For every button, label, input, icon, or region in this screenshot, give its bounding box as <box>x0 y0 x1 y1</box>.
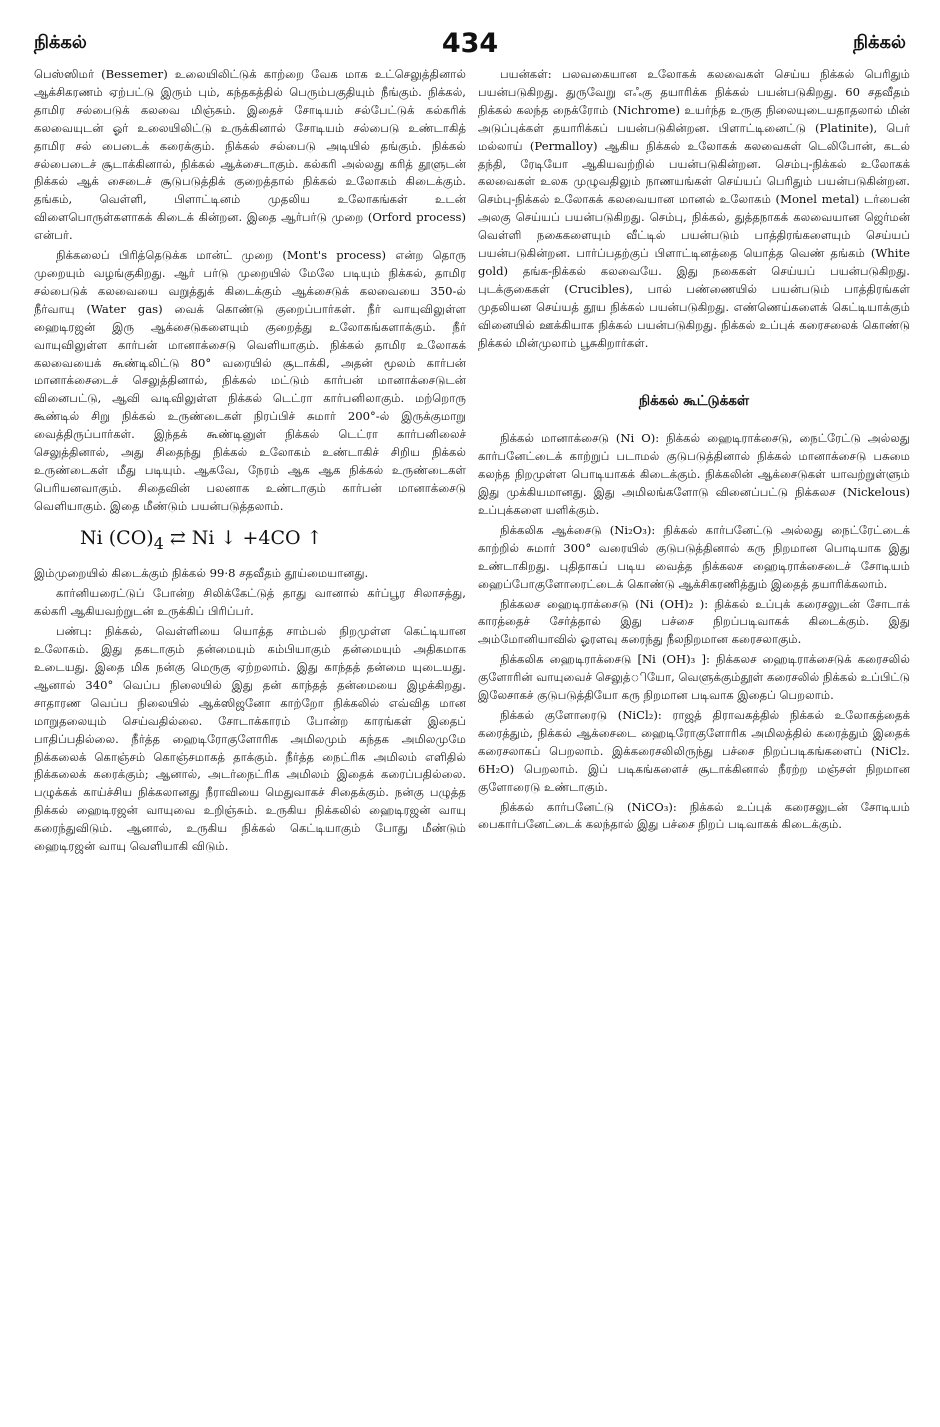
equilibrium-arrows: ⇄ <box>169 526 186 549</box>
chemical-equation <box>80 524 466 558</box>
page-number: 434 <box>441 28 499 59</box>
paragraph-nickel-chloride: நிக்கல் குளோரைடு (NiCl₂): ராஜத் திராவகத்தில் நிக்கல் உலோகத்தைக் கரைத்தும், நிக்கல் ஆக்சைடை ஹைடிரோகுளோரிக அமிலத்தில் கரைத்தும் இதைக் கரைசலாகப் பெறலாம். இக்கரைசலிலிருந்து பச்சை நிறப்படிகங்களைப் (NiCl₂. 6H₂O) பெறலாம். இப் படிகங்களைச் சூடாக்கினால் நீரற்ற மஞ்சள் நிறமான குளோரைடு உண்டாகும். <box>478 708 910 794</box>
paragraph-nickel-carbonate: நிக்கல் கார்பனேட்டு (NiCO₃): நிக்கல் உப்புக் கரைசலுடன் சோடியம் பைகார்பனேட்டைக் கலந்தால் இது பச்சை நிறப் படிவாகக் கிடைக்கும். <box>478 799 910 832</box>
page-header <box>34 28 906 68</box>
paragraph-nickel-monoxide: நிக்கல் மானாக்சைடு (Ni O): நிக்கல் ஹைடிராக்சைடு, நைட்ரேட்டு அல்லது கார்பனேட்டைக் காற்றுப் படாமல் குடுபடுத்தினால் நிக்கல் மானாக்சைடு பசுமை கலந்த நிறமுள்ள பொடியாகக் கிடைக்கும். நிக்கலின் ஆக்சைடுகள் யாவற்றுள்ளும் இது முக்கியமானது. இது அமிலங்களோடு வினைப்பட்டு நிக்கலச (Nickelous) உப்புக்களை யளிக்கும். <box>478 431 910 518</box>
paragraph-bessemer: பெஸ்ஸிமர் (Bessemer) உலையிலிட்டுக் காற்றை வேக மாக உட்செலுத்தினால் ஆக்சிகரணம் ஏற்பட்டு இரும் பும், கந்தகத்தில் பெரும்பகுதியும் நீங்கும். நிக்கல், தாமிர சல்பைடுக் கலவை மிஞ்சும். இதைச் சோடியம் சல்பேட்டுக் கல்கரிக் கலவையுடன் ஓர் உலையிலிட்டு உருக்கினால் சோடியம் சல்பைடு உண்டாகித் தாமிர சல் பைடைக் கரைக்கும். நிக்கல் சல்பைடு அடியில் தங்கும். நிக்கல் சல்பைடைச் சூடாக்கினால், நிக்கல் ஆக்சைடாகும். கல்கரி அல்லது கரித் தூளுடன் நிக்கல் ஆக் சைடைச் சூடுபடுத்திக் குறைத்தால் நிக்கல் உலோகம் கிடைக்கும். தங்கம், வெள்ளி, பிளாட்டினம் முதலிய உலோகங்கள் உடன் விளைபொருள்களாகக் கிடைக் கின்றன. இதை ஆர்பர்டு முறை (Orford process) என்பர். <box>34 67 466 243</box>
equation-right: Ni ↓ +4CO ↑ <box>191 526 323 549</box>
section-title: நிக்கல் கூட்டுக்கள் <box>638 392 750 409</box>
equation-left: Ni (CO) <box>80 526 154 549</box>
running-head-left: நிக்கல் <box>34 32 87 53</box>
paragraph-nickelic-hydroxide: நிக்கலிக ஹைடிராக்சைடு [Ni (OH)₃ ]: நிக்கலச ஹைடிராக்சைடுக் கரைசலில் குளோரின் வாயுவைச் செலுத்ியோ, வெளுக்கும்தூள் கரைசலில் நிக்கல் உப்பிட்டு இலேசாகச் குடுபடுத்தியோ கரு நிறமான படிவாக இதைப் பெறலாம். <box>478 652 910 703</box>
paragraph-nickelous-hydroxide: நிக்கலச ஹைடிராக்சைடு (Ni (OH)₂ ): நிக்கல் உப்புக் கரைசலுடன் சோடாக் காரத்தைச் சேர்த்தால் இது பச்சை நிறப்படிவாகக் கிடைக்கும். இது அம்மோனியாவில் ஓரளவு கரைந்து நீலநிறமான கரைசலாகும். <box>478 596 910 647</box>
paragraph-garnierite: கார்னியரைட்டுப் போன்ற சிலிக்கேட்டுத் தாது வானால் கர்ப்பூர சிலாசத்து, கல்கரி ஆகியவற்றுடன் உருக்கிப் பிரிப்பர். <box>34 586 466 619</box>
right-column <box>478 66 910 1396</box>
running-head-right: நிக்கல் <box>853 32 906 53</box>
paragraph-properties: பண்பு: நிக்கல், வெள்ளியை யொத்த சாம்பல் நிறமுள்ள கெட்டியான உலோகம். இது தகடாகும் தன்மையும் கம்பியாகும் தன்மையும் அதிகமாக உடையது. இதை மிக நன்கு மெருகு ஏற்றலாம். இது காந்தத் தன்மை யுடையது. ஆனால் 340° வெப்ப நிலையில் இது தன் காந்தத் தன்மையை இழக்கிறது. சாதாரண வெப்ப நிலையில் ஆக்ஸிஜனோ காற்றோ நிக்கலில் எவ்வித மான மாறுதலையும் செய்வதில்லை. சோடாக்காரம் போன்ற காரங்கள் இதைப் பாதிப்பதில்லை. நீர்த்த ஹைடிரோகுளோரிக அமிலமும் கந்தக அமிலமுமே நிக்கலைக் கொஞ்சம் கொஞ்சமாகத் தாக்கும். நீர்த்த நைட்ரிக அமிலம் எளிதில் நிக்கலைக் கரைக்கும்; ஆனால், அடர்நைட்ரிக அமிலம் இதைக் கரைப்பதில்லை. பழுக்கக் காய்ச்சிய நிக்கலானது நீராவியை மெதுவாகச் சிதைக்கும். நன்கு பழுத்த நிக்கல் ஹைடிரஜன் வாயுவை உறிஞ்சும். உருகிய நிக்கலில் ஹைடிரஜன் வாயு கரைந்துவிடும். ஆனால், உருகிய நிக்கல் கெட்டியாகும் போது மீண்டும் ஹைடிரஜன் வாயு வெளியாகி விடும். <box>34 624 466 854</box>
paragraph-mont-process: நிக்கலைப் பிரித்தெடுக்க மான்ட் முறை (Mont's process) என்ற தொரு முறையும் வழங்குகிறது. ஆர் பர்டு முறையில் மேலே படியும் நிக்கல், தாமிர சல்பைடுக் கலவையை வறுத்துக் கிடைக்கும் ஆக்சைடுக் கலவையை 350-ல் நீர்வாயு (Water gas) வைக் கொண்டு குறைப்பார்கள். நீர் வாயுவிலுள்ள ஹைடிரஜன் இரு ஆக்சைடுகளையும் குறைத்து உலோகங்களாக்கும். நீர் வாயுவிலுள்ள கார்பன் மானாக்சைடு வெளியாகும். நிக்கல் தாமிர உலோகக் கலவையைக் கூண்டிலிட்டு 80° வரையில் சூடாக்கி, அதன் மூலம் கார்பன் மானாக்சைடைச் செலுத்தினால், நிக்கல் மட்டும் கார்பன் மானாக்சைடுடன் வினைபட்டு, ஆவி வடிவிலுள்ள நிக்கல் டெட்ரா கார்பனிலாகும். மற்றொரு கூண்டில் சிறு நிக்கல் உருண்டைகள் நிரப்பிச் சுமார் 200°-ல் இருக்குமாறு வைத்திருப்பார்கள். இந்தக் கூண்டினுள் நிக்கல் டெட்ரா கார்பனிலைச் செலுத்தினால், அது சிதைந்து நிக்கல் உலோகம் உண்டாகிச் சிறிய நிக்கல் உருண்டைகள் மீது படியும். ஆகவே, நேரம் ஆக ஆக நிக்கல் உருண்டைகள் பெரியனவாகும். சிதைவின் பலனாக உண்டாகும் கார்பன் மானாக்சைடு வெளியாகும். இதை மீண்டும் பயன்படுத்தலாம். <box>34 248 466 513</box>
left-column <box>34 66 466 1396</box>
paragraph-uses: பயன்கள்: பலவகையான உலோகக் கலவைகள் செய்ய நிக்கல் பெரிதும் பயன்படுகிறது. துருவேறு எஃகு தயாரிக்க நிக்கல் பயன்படுகிறது. 60 சதவீதம் நிக்கல் கலந்த நைக்ரோம் (Nichrome) உயர்ந்த உருகு நிலையுடையதாதலால் மின் அடுப்புக்கள் தயாரிக்கப் பயன்படுகின்றன. பிளாட்டினைட்டு (Platinite), பெர் மல்லாய் (Permalloy) ஆகிய நிக்கல் உலோகக் கலவைகள் டெலிபோன், கடல் தந்தி, ரேடியோ ஆகியவற்றில் பயன்படுகின்றன. செம்பு-நிக்கல் உலோகக் கலவைகள் உலக முழுவதிலும் நாணயங்கள் செய்யப் பெரிதும் பயன்படுகின்றன. செம்பு-நிக்கல் உலோகக் கலவையான மானல் உலோகம் (Monel metal) டர்பைன் அலகு செய்யப் பயன்படுகிறது. செம்பு, நிக்கல், துத்தநாகக் கலவையான ஜெர்மன் வெள்ளி நகைகளையும் வீட்டில் பயன்படும் பாத்திரங்களையும் செய்யப் பயன்படுகின்றன. பார்ப்பதற்குப் பிளாட்டினத்தை யொத்த வெண் தங்கம் (White gold) தங்க-நிக்கல் கலவையே. இது நகைகள் செய்யப் பயன்படுகிறது. புடக்குகைகள் (Crucibles), பால் பண்ணையில் பயன்படும் பாத்திரங்கள் முதலியன செய்யத் தூய நிக்கல் பயன்படுகிறது. எண்ணெய்களைக் கெட்டியாக்கும் வினையில் ஊக்கியாக நிக்கல் பயன்படுகிறது. நிக்கல் உப்புக் கரைசலைக் கொண்டு நிக்கல் மின்முலாம் பூசுகிறார்கள். <box>478 67 910 350</box>
equation-subscript: 4 <box>153 533 164 553</box>
paragraph-purity: இம்முறையில் கிடைக்கும் நிக்கல் 99·8 சதவீதம் தூய்மையானது. <box>34 566 369 581</box>
paragraph-nickelic-oxide: நிக்கலிக ஆக்சைடு (Ni₂O₃): நிக்கல் கார்பனேட்டு அல்லது நைட்ரேட்டைக் காற்றில் சுமார் 300° வரையில் குடுபடுத்தினால் கரு நிறமான பொடியாக இது உண்டாகிறது. புதிதாகப் படிய வைத்த நிக்கலச ஹைடிராக்சைடைச் சோடியம் ஹைப்போகுளோரைட்டைக் கொண்டு ஆக்சிகரணித்தும் இதைத் தயாரிக்கலாம். <box>478 522 910 591</box>
